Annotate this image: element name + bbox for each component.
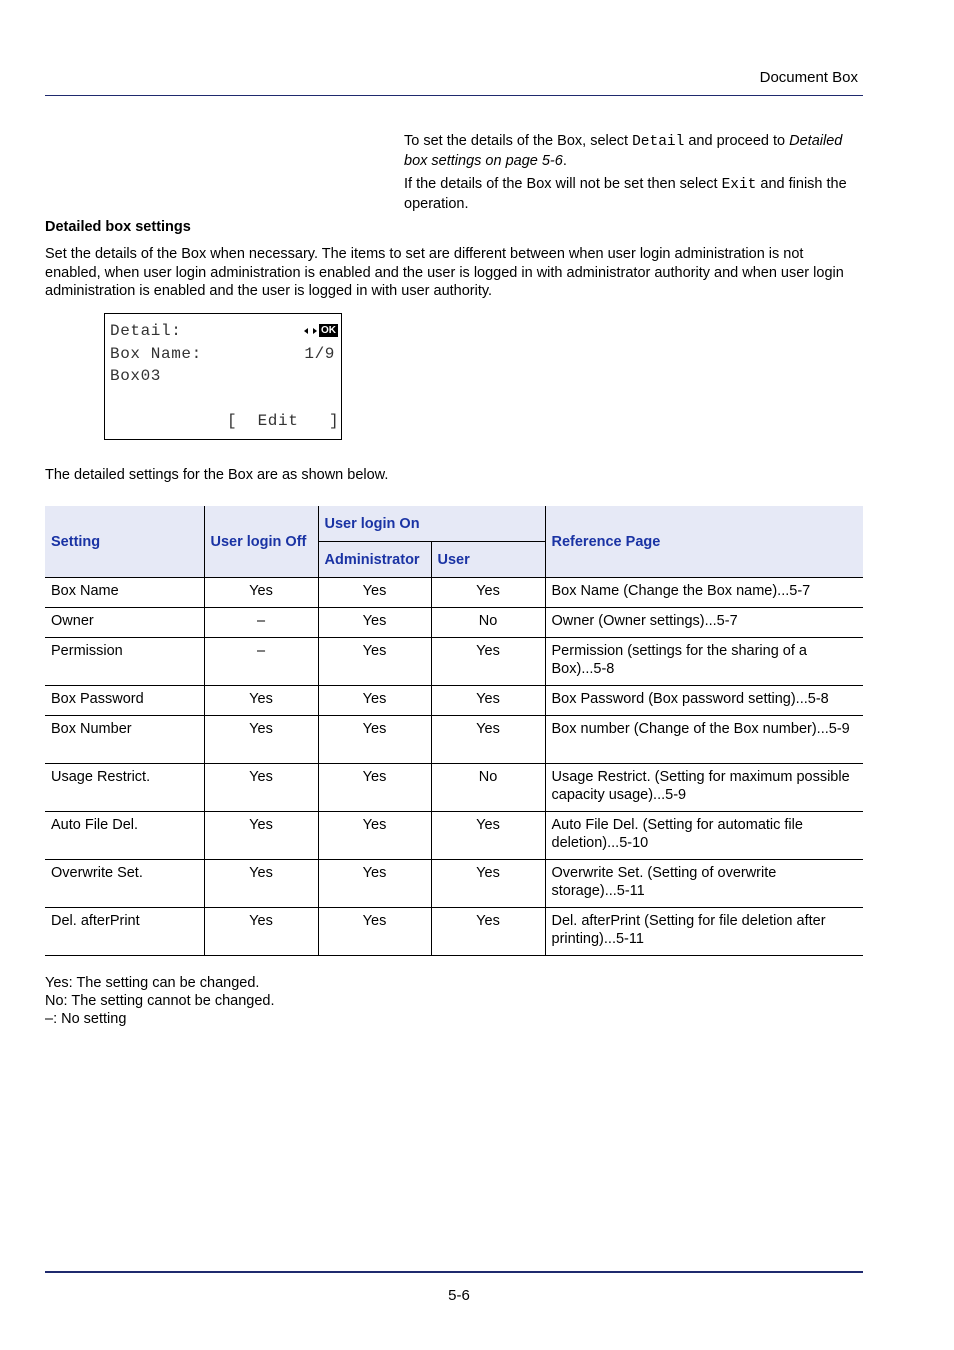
lcd-page-indicator: 1/9 — [304, 345, 335, 363]
ok-icon: OK — [321, 325, 336, 336]
table-row — [45, 686, 863, 716]
reference-page: Overwrite Set. (Setting of overwrite storage)...5-11 — [545, 860, 863, 908]
lcd-title: Detail: — [110, 322, 182, 340]
footer-divider — [45, 1271, 863, 1273]
table-row — [45, 638, 863, 686]
user-value: Yes — [431, 686, 545, 716]
login-off-value: Yes — [204, 764, 318, 812]
login-off-value: – — [204, 608, 318, 638]
column-header-login-on: User login On — [318, 506, 545, 542]
administrator-value: Yes — [318, 812, 431, 860]
lcd-item-label: Box Name: — [110, 345, 202, 363]
administrator-value: Yes — [318, 716, 431, 764]
user-value: Yes — [431, 716, 545, 764]
settings-table — [45, 506, 863, 956]
legend-no: No: The setting cannot be changed. — [45, 993, 275, 1009]
administrator-value: Yes — [318, 908, 431, 956]
section-heading: Detailed box settings — [45, 219, 191, 235]
reference-page: Box number (Change of the Box number)...5-9 — [545, 716, 863, 764]
column-header-setting: Setting — [45, 506, 204, 578]
user-value: No — [431, 764, 545, 812]
header-divider — [45, 95, 863, 96]
administrator-value: Yes — [318, 608, 431, 638]
table-row — [45, 812, 863, 860]
setting-name: Box Number — [51, 721, 132, 737]
legend-none: –: No setting — [45, 1011, 127, 1027]
table-row — [45, 908, 863, 956]
reference-page: Del. afterPrint (Setting for file deletion after printing)...5-11 — [545, 908, 863, 956]
login-off-value: Yes — [204, 578, 318, 608]
column-header-user: User — [431, 542, 545, 578]
column-header-administrator: Administrator — [318, 542, 431, 578]
user-value: Yes — [431, 908, 545, 956]
reference-page: Permission (settings for the sharing of a Box)...5-8 — [545, 638, 863, 686]
setting-name: Del. afterPrint — [51, 913, 140, 929]
login-off-value: Yes — [204, 860, 318, 908]
table-row — [45, 860, 863, 908]
table-row — [45, 578, 863, 608]
user-value: Yes — [431, 578, 545, 608]
reference-page: Box Password (Box password setting)...5-8 — [545, 686, 863, 716]
setting-name: Box Password — [51, 691, 144, 707]
reference-page: Owner (Owner settings)...5-7 — [545, 608, 863, 638]
detail-instruction — [404, 132, 864, 170]
reference-page: Usage Restrict. (Setting for maximum possible capacity usage)...5-9 — [545, 764, 863, 812]
table-caption: The detailed settings for the Box are as shown below. — [45, 467, 389, 483]
exit-instruction — [404, 175, 864, 213]
reference-page: Box Name (Change the Box name)...5-7 — [545, 578, 863, 608]
login-off-value: Yes — [204, 908, 318, 956]
login-off-value: Yes — [204, 716, 318, 764]
administrator-value: Yes — [318, 638, 431, 686]
cross-reference-link[interactable]: Detailed box settings on page 5-6 — [404, 133, 843, 169]
administrator-value: Yes — [318, 860, 431, 908]
lcd-screen — [104, 313, 342, 440]
left-arrow-icon — [304, 328, 308, 334]
code-detail: Detail — [632, 134, 685, 150]
user-value: Yes — [431, 812, 545, 860]
legend — [45, 974, 274, 1028]
right-arrow-icon — [313, 328, 317, 334]
administrator-value: Yes — [318, 764, 431, 812]
table-row — [45, 716, 863, 764]
lcd-item-value: Box03 — [110, 367, 162, 385]
text: and finish the operation. — [404, 176, 847, 212]
text: To set the details of the Box, select — [404, 133, 633, 149]
login-off-value: – — [204, 638, 318, 686]
setting-name: Auto File Del. — [51, 817, 139, 833]
running-header: Document Box — [759, 69, 858, 86]
text: . — [562, 152, 567, 169]
text: and proceed to — [684, 133, 790, 149]
reference-page: Auto File Del. (Setting for automatic file deletion)...5-10 — [545, 812, 863, 860]
legend-yes: Yes: The setting can be changed. — [45, 975, 260, 991]
table-row — [45, 764, 863, 812]
table-row — [45, 608, 863, 638]
setting-name: Permission — [51, 643, 123, 659]
user-value: Yes — [431, 638, 545, 686]
setting-name: Usage Restrict. — [51, 769, 151, 785]
column-header-login-off: User login Off — [204, 506, 318, 578]
user-value: Yes — [431, 860, 545, 908]
login-off-value: Yes — [204, 686, 318, 716]
administrator-value: Yes — [318, 578, 431, 608]
administrator-value: Yes — [318, 686, 431, 716]
user-value: No — [431, 608, 545, 638]
lcd-nav-indicator — [304, 324, 338, 337]
section-intro: Set the details of the Box when necessary. The items to set are different between when user login administration is not enabled, when user login administration is enabled and the user is logged in with administrator authority and when user login administration is enabled and the user is logged in with user authority. — [45, 246, 844, 299]
code-exit: Exit — [721, 177, 757, 193]
page-number: 5-6 — [448, 1287, 470, 1304]
setting-name: Box Name — [51, 583, 119, 599]
lcd-edit-softkey: [ Edit ] — [227, 412, 340, 430]
column-header-reference: Reference Page — [545, 506, 863, 578]
login-off-value: Yes — [204, 812, 318, 860]
text: If the details of the Box will not be set then select — [404, 176, 722, 192]
setting-name: Owner — [51, 613, 94, 629]
setting-name: Overwrite Set. — [51, 865, 143, 881]
